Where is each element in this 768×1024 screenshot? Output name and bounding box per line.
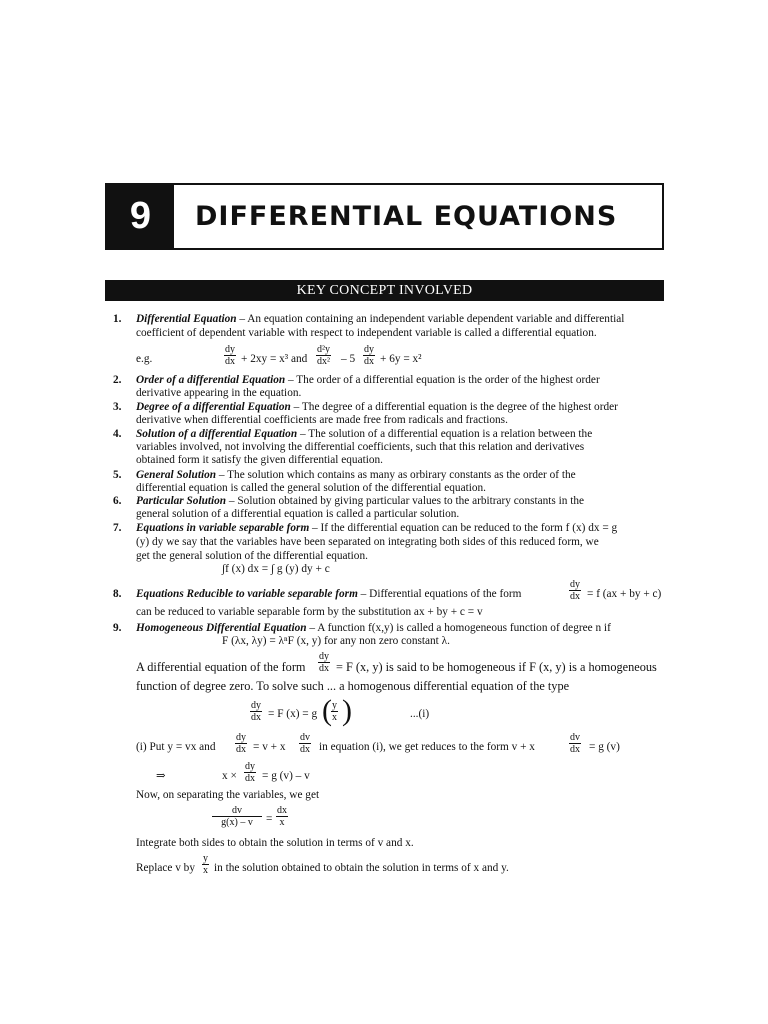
equation-ref: ...(i)	[410, 708, 430, 720]
item-term: General Solution	[136, 469, 217, 481]
denominator: g(x) – v	[221, 817, 253, 828]
denominator: x	[279, 817, 285, 828]
item-number: 6.	[113, 495, 122, 507]
denominator: dx	[570, 591, 580, 602]
numerator: y	[203, 853, 208, 864]
list-item	[136, 469, 576, 482]
numerator: dy	[319, 651, 329, 662]
step-text: = v + x	[253, 741, 286, 753]
fraction-y-x	[202, 853, 209, 876]
numerator: dx	[277, 805, 287, 816]
item-text: – The order of a differential equation is the order of the highest order	[285, 374, 600, 386]
fraction-dy-dx	[250, 700, 262, 723]
step-text: (i) Put y = vx and	[136, 741, 216, 753]
chapter-header	[105, 183, 664, 250]
denominator: dx	[319, 663, 329, 674]
chapter-number: 9	[107, 185, 174, 248]
item-term: Particular Solution	[136, 495, 227, 507]
item-number: 3.	[113, 401, 122, 413]
item-term: Solution of a differential Equation	[136, 428, 298, 440]
numerator: dv	[570, 732, 580, 743]
item-text: – An equation containing an independent variable dependent variable and differential	[236, 313, 625, 325]
paragraph-text: = F (x, y) is said to be homogeneous if F (x, y) is a homogeneous	[336, 660, 657, 674]
paragraph-text: in the solution obtained to obtain the solution in terms of x and y.	[214, 862, 509, 874]
step-text: in equation (i), we get reduces to the form v + x	[319, 741, 535, 753]
item-number: 9.	[113, 622, 122, 634]
denominator: dx	[236, 744, 246, 755]
item-text: – The degree of a differential equation is the degree of the highest order	[290, 401, 618, 413]
fraction-y-x	[331, 700, 338, 723]
numerator: dv	[300, 732, 310, 743]
list-item	[136, 428, 592, 441]
item-text: – The solution of a differential equation is a relation between the	[297, 428, 593, 440]
item-term: Degree of a differential Equation	[136, 401, 291, 413]
item-term: Homogeneous Differential Equation	[136, 622, 307, 634]
fraction-dy-dx	[235, 732, 247, 755]
numerator: d²y	[317, 344, 330, 355]
denominator: dx	[570, 744, 580, 755]
paragraph-text: Integrate both sides to obtain the solution in terms of v and x.	[136, 837, 414, 849]
list-item	[136, 374, 600, 387]
fraction-dy-dx	[224, 344, 236, 367]
fraction-dy-dx	[318, 651, 330, 674]
numerator: dy	[251, 700, 261, 711]
item-text: – Differential equations of the form	[357, 588, 522, 600]
numerator: dy	[236, 732, 246, 743]
denominator: dx	[300, 744, 310, 755]
item-text: – A function f(x,y) is called a homogeneous function of degree n if	[306, 622, 611, 634]
fraction-dy-dx	[363, 344, 375, 367]
numerator: dv	[212, 805, 262, 817]
step-text: = g (v)	[589, 741, 620, 753]
paragraph-text: A differential equation of the form	[136, 660, 306, 674]
item-text: – If the differential equation can be reduced to the form f (x) dx = g	[309, 522, 618, 534]
item-number: 2.	[113, 374, 122, 386]
fraction-dy-dx	[569, 579, 581, 602]
item-text: general solution of a differential equation is called a particular solution.	[136, 508, 460, 520]
step-text: x ×	[222, 770, 237, 782]
item-term: Differential Equation	[136, 313, 237, 325]
item-text: = f (ax + by + c)	[587, 588, 662, 600]
item-term: Equations Reducible to variable separable form	[136, 588, 358, 600]
denominator: dx	[251, 712, 261, 723]
denominator: dx	[225, 356, 235, 367]
numerator: dy	[570, 579, 580, 590]
numerator: dy	[364, 344, 374, 355]
fraction-dv-dx	[299, 732, 311, 755]
equals-sign: =	[266, 813, 273, 825]
fraction-dv-dx	[569, 732, 581, 755]
item-text: derivative when differential coefficients are made free from radicals and fractions.	[136, 414, 508, 426]
chapter-title: DIFFERENTIAL EQUATIONS	[195, 201, 618, 232]
right-paren: )	[342, 694, 352, 727]
list-item	[136, 495, 584, 508]
item-number: 7.	[113, 522, 122, 534]
item-text: differential equation is called the general solution of the differential equation.	[136, 482, 486, 494]
item-text: get the general solution of the differential equation.	[136, 550, 368, 562]
item-text: variables involved, not involving the differential coefficients, such that this relation and derivatives	[136, 441, 585, 453]
list-item	[136, 313, 624, 326]
fraction-dy-dx	[244, 761, 256, 784]
item-text: coefficient of dependent variable with respect to independent variable is called a differential equation.	[136, 327, 597, 339]
item-number: 5.	[113, 469, 122, 481]
step-text: = g (v) – v	[262, 770, 310, 782]
list-item	[136, 401, 618, 414]
denominator: dx²	[317, 356, 330, 367]
section-title: KEY CONCEPT INVOLVED	[105, 280, 664, 301]
item-term: Equations in variable separable form	[136, 522, 310, 534]
item-text: – The solution which contains as many as orbirary constants as the order of the	[216, 469, 576, 481]
item-text: (y) dy we say that the variables have been separated on integrating both sides of this reduced form, we	[136, 536, 599, 548]
paragraph-text: function of degree zero. To solve such ... a homogenous differential equation of the type	[136, 679, 570, 693]
fraction-dx-x	[276, 805, 288, 828]
item-term: Order of a differential Equation	[136, 374, 286, 386]
fraction-dv-gx	[212, 805, 262, 828]
denominator: x	[332, 712, 337, 723]
item-text: – Solution obtained by giving particular values to the arbitrary constants in the	[226, 495, 585, 507]
denominator: dx	[245, 773, 255, 784]
example-label: e.g.	[136, 353, 153, 365]
example-part: – 5	[341, 353, 356, 365]
item-text: can be reduced to variable separable form by the substitution ax + by + c = v	[136, 606, 483, 618]
formula: ∫f (x) dx = ∫ g (y) dy + c	[222, 563, 330, 575]
equation-text: = F (x) = g	[268, 708, 318, 720]
paragraph-text: Now, on separating the variables, we get	[136, 789, 320, 801]
example-part: + 6y = x²	[380, 353, 422, 365]
list-item	[136, 622, 611, 635]
denominator: dx	[364, 356, 374, 367]
numerator: dy	[225, 344, 235, 355]
example-part: + 2xy = x³ and	[241, 353, 308, 365]
fraction-d2y-dx2	[316, 344, 331, 367]
item-text: derivative appearing in the equation.	[136, 387, 302, 399]
item-text: F (λx, λy) = λⁿF (x, y) for any non zero constant λ.	[222, 635, 450, 647]
list-item	[136, 588, 521, 601]
list-item	[136, 522, 617, 535]
item-number: 8.	[113, 588, 122, 600]
item-text: obtained form it satisfy the given differential equation.	[136, 454, 383, 466]
item-number: 4.	[113, 428, 122, 440]
left-paren: (	[322, 694, 332, 727]
implies-arrow-icon: ⇒	[156, 770, 166, 782]
paragraph-text: Replace v by	[136, 862, 195, 874]
numerator: y	[332, 700, 337, 711]
denominator: x	[203, 865, 208, 876]
item-number: 1.	[113, 313, 122, 325]
numerator: dy	[245, 761, 255, 772]
